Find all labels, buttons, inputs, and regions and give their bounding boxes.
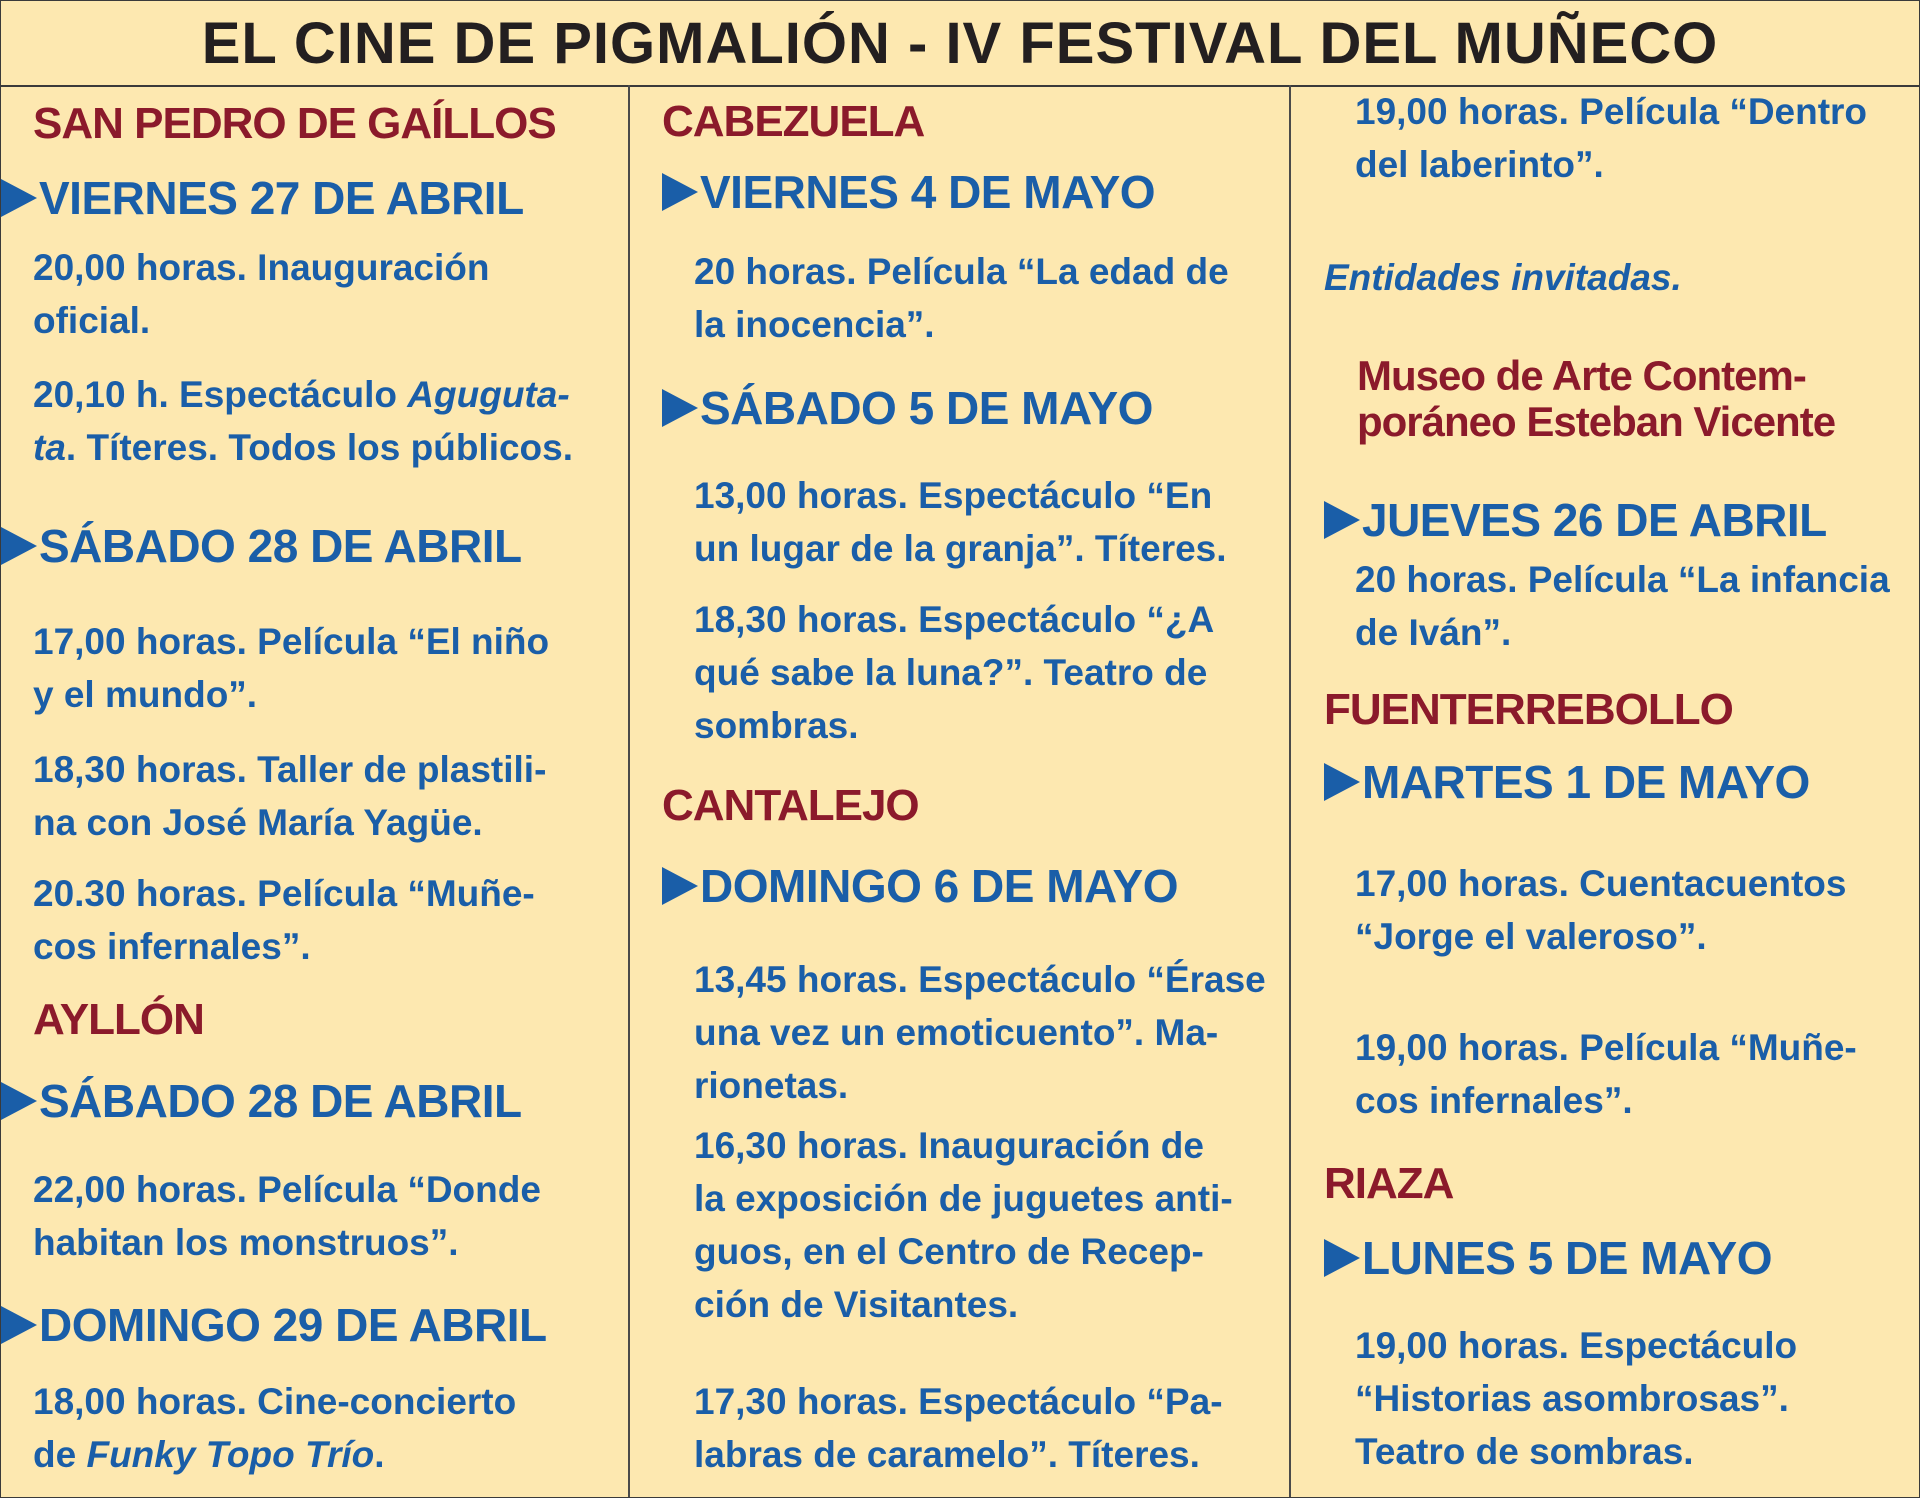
arrow-icon xyxy=(1324,501,1360,539)
venue-fuenterrebollo: FUENTERREBOLLO xyxy=(1324,685,1733,734)
venue-cantalejo: CANTALEJO xyxy=(662,781,919,830)
event-entry: 18,30 horas. Taller de plastili- na con José María Yagüe. xyxy=(33,749,547,843)
arrow-icon xyxy=(1324,763,1360,801)
day-heading: VIERNES 4 DE MAYO xyxy=(662,165,1155,219)
day-heading: DOMINGO 29 DE ABRIL xyxy=(1,1298,547,1352)
event-entry: 17,00 horas. Cuentacuentos “Jorge el valeroso”. xyxy=(1355,863,1847,957)
event-entry: 20.30 horas. Película “Muñe- cos infernales”. xyxy=(33,873,535,967)
day-heading: VIERNES 27 DE ABRIL xyxy=(1,171,524,225)
event-entry: 19,00 horas. Película “Dentro del laberinto”. xyxy=(1355,91,1868,185)
day-heading: MARTES 1 DE MAYO xyxy=(1324,755,1810,809)
day-heading: DOMINGO 6 DE MAYO xyxy=(662,859,1178,913)
museum-name: Museo de Arte Contem- poráneo Esteban Vicente xyxy=(1357,352,1836,445)
arrow-icon xyxy=(1324,1239,1360,1277)
day-heading: LUNES 5 DE MAYO xyxy=(1324,1231,1772,1285)
arrow-icon xyxy=(1,179,37,217)
event-entry: 18,00 horas. Cine-concierto de Funky Topo Trío. xyxy=(33,1381,517,1475)
event-entry: 19,00 horas. Espectáculo “Historias asombrosas”. Teatro de sombras. xyxy=(1355,1325,1798,1472)
guest-entities-label: Entidades invitadas. xyxy=(1324,257,1682,298)
arrow-icon xyxy=(662,867,698,905)
arrow-icon xyxy=(1,527,37,565)
arrow-icon xyxy=(1,1082,37,1120)
event-entry: 20,10 h. Espectáculo Aguguta- ta. Títeres. Todos los públicos. xyxy=(33,374,574,468)
event-entry: 17,00 horas. Película “El niño y el mundo”. xyxy=(33,621,550,715)
arrow-icon xyxy=(662,389,698,427)
event-entry: 19,00 horas. Película “Muñe- cos infernales”. xyxy=(1355,1027,1857,1121)
column-1 xyxy=(1,85,628,1497)
venue-ayllon: AYLLÓN xyxy=(33,995,204,1044)
arrow-icon xyxy=(1,1306,37,1344)
event-entry: 22,00 horas. Película “Donde habitan los monstruos”. xyxy=(33,1169,541,1263)
venue-san-pedro: SAN PEDRO DE GAÍLLOS xyxy=(33,99,556,148)
event-entry: 13,00 horas. Espectáculo “En un lugar de la granja”. Títeres. xyxy=(694,475,1227,569)
event-entry: 20 horas. Película “La edad de la inocencia”. xyxy=(694,251,1229,345)
day-heading: SÁBADO 5 DE MAYO xyxy=(662,381,1153,435)
day-heading: JUEVES 26 DE ABRIL xyxy=(1324,493,1827,547)
event-entry: 18,30 horas. Espectáculo “¿A qué sabe la luna?”. Teatro de sombras. xyxy=(694,599,1215,746)
title-bar xyxy=(1,1,1919,87)
column-3 xyxy=(1291,85,1919,1497)
event-entry: 13,45 horas. Espectáculo “Érase una vez un emoticuento”. Ma- rionetas. xyxy=(694,959,1266,1106)
event-entry: 20 horas. Película “La infancia de Iván”. xyxy=(1355,559,1890,653)
event-entry: 17,30 horas. Espectáculo “Pa- labras de caramelo”. Títeres. xyxy=(694,1381,1223,1475)
event-entry: 20,00 horas. Inauguración oficial. xyxy=(33,247,490,341)
day-heading: SÁBADO 28 DE ABRIL xyxy=(1,519,522,573)
venue-cabezuela: CABEZUELA xyxy=(662,97,925,146)
page-title: EL CINE DE PIGMALIÓN - IV FESTIVAL DEL MUÑECO xyxy=(201,10,1719,76)
event-entry: 16,30 horas. Inauguración de la exposición de juguetes anti- guos, en el Centro de Recep- ción de Visitantes. xyxy=(694,1125,1233,1325)
arrow-icon xyxy=(662,173,698,211)
venue-riaza: RIAZA xyxy=(1324,1159,1454,1208)
day-heading: SÁBADO 28 DE ABRIL xyxy=(1,1074,522,1128)
column-2 xyxy=(630,85,1289,1497)
